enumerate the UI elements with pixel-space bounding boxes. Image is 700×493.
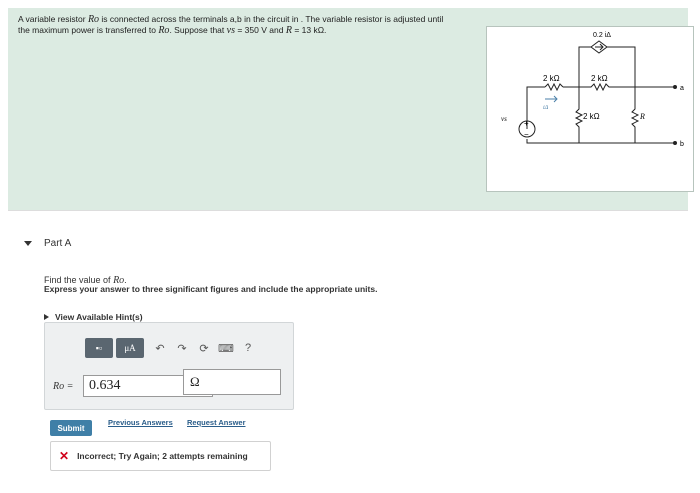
label-a: a	[680, 85, 684, 92]
terminal-b-dot	[673, 141, 677, 145]
problem-panel	[8, 8, 688, 211]
problem-text-2: is connected across the terminals a,b in the circuit in . The variable resistor is adjusted until	[101, 14, 444, 24]
label-r1: 2 kΩ	[543, 74, 560, 83]
problem-text-1: A variable resistor	[18, 14, 86, 24]
find-prefix: Find the value of	[44, 275, 111, 285]
problem-text-6: = 13 kΩ.	[294, 25, 327, 35]
answer-label: Ro =	[53, 381, 74, 392]
label-r3: 2 kΩ	[583, 112, 600, 121]
help-icon[interactable]: ?	[244, 342, 252, 354]
units-button[interactable]: μA	[116, 338, 144, 358]
source-minus: −	[524, 130, 529, 139]
chevron-down-icon[interactable]	[24, 241, 32, 246]
resistor-3	[576, 87, 582, 143]
part-a-header[interactable]	[24, 238, 71, 249]
chevron-right-icon	[44, 314, 49, 320]
idelta-arrow	[545, 96, 557, 102]
find-var: Ro	[113, 275, 125, 286]
feedback-text: Incorrect; Try Again; 2 attempts remaining	[77, 451, 248, 461]
var-vs: vs	[226, 25, 235, 36]
source-plus: +	[524, 119, 529, 128]
resistor-2	[579, 84, 635, 90]
wire-2	[607, 47, 635, 87]
resistor-r	[632, 87, 638, 143]
resistor-1	[545, 84, 563, 90]
feedback-message	[50, 441, 271, 471]
answer-box	[44, 322, 294, 410]
label-vs: vs	[501, 115, 507, 123]
instructions: Express your answer to three significant figures and include the appropriate units.	[44, 284, 378, 294]
circuit-diagram	[486, 26, 694, 192]
terminal-a-dot	[673, 85, 677, 89]
find-suffix: .	[124, 275, 127, 285]
var-ro-2: Ro	[158, 25, 170, 36]
label-r2: 2 kΩ	[591, 74, 608, 83]
request-answer-link[interactable]: Request Answer	[187, 418, 246, 427]
redo-icon[interactable]: ↷	[177, 342, 187, 355]
keyboard-icon[interactable]: ⌨	[218, 342, 234, 355]
var-r: R	[285, 25, 292, 36]
problem-text-4: . Suppose that	[169, 25, 225, 35]
unit-input[interactable]: Ω	[183, 369, 281, 395]
problem-text-3: the maximum power is transferred to	[18, 25, 156, 35]
label-dep-source: 0.2 iΔ	[593, 32, 611, 39]
close-icon: ✕	[59, 449, 70, 463]
view-hints-link[interactable]	[44, 312, 143, 322]
separator	[8, 210, 688, 211]
part-a-label: Part A	[44, 238, 72, 249]
source-arrow	[595, 44, 603, 50]
label-r: R	[640, 112, 645, 121]
reset-icon[interactable]: ⟳	[199, 342, 209, 355]
previous-answers-link[interactable]: Previous Answers	[108, 418, 173, 427]
templates-button[interactable]: ▪▫	[85, 338, 113, 358]
hint-link-label: View Available Hint(s)	[55, 312, 143, 322]
label-b: b	[680, 141, 684, 148]
submit-button[interactable]: Submit	[50, 420, 92, 436]
value-input[interactable]: 0.634	[83, 375, 213, 397]
bottom-wire	[527, 139, 675, 143]
circuit-svg	[487, 27, 693, 191]
math-toolbar	[85, 337, 257, 359]
var-ro: Ro	[87, 14, 100, 25]
undo-icon[interactable]: ↶	[155, 342, 165, 355]
problem-statement	[18, 14, 488, 36]
problem-text-5: = 350 V and	[237, 25, 284, 35]
label-idelta: iΔ	[543, 105, 549, 111]
wire-1	[563, 47, 591, 87]
